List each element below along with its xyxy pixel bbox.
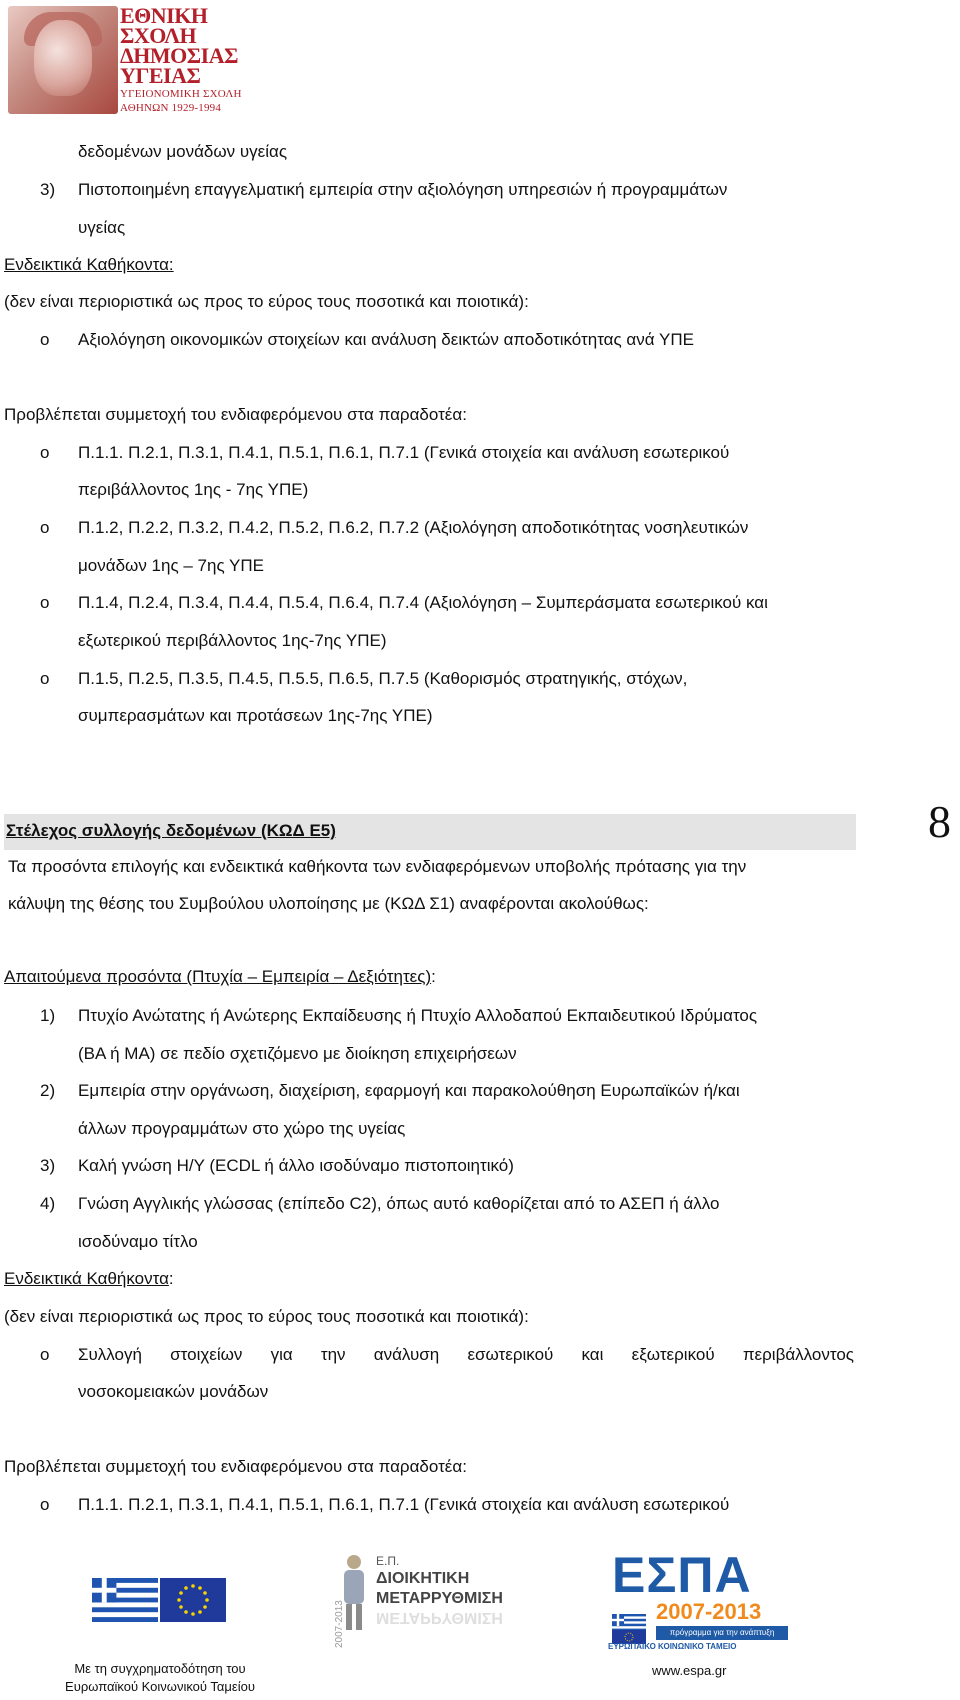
greek-flag-icon xyxy=(92,1578,158,1622)
ep-title-2: ΜΕΤΑΡΡΥΘΜΙΣΗ xyxy=(376,1590,503,1607)
bullet-icon: o xyxy=(40,1345,50,1364)
continuation-text: δεδομένων μονάδων υγείας xyxy=(78,142,288,161)
deliverable-text: Π.1.5, Π.2.5, Π.3.5, Π.4.5, Π.5.5, Π.6.5, Π.7.5 (Καθορισμός στρατηγικής, στόχων, xyxy=(78,669,688,688)
duty-word: περιβάλλοντος xyxy=(742,1345,854,1364)
requirement-text: Πιστοποιημένη επαγγελματική εμπειρία στην αξιολόγηση υπηρεσιών ή προγραμμάτων xyxy=(78,180,728,199)
requirements-heading xyxy=(4,966,436,988)
intro-text: κάλυψη της θέσης του Συμβούλου υλοποίησης με (ΚΩΔ Σ1) αναφέρονται ακολούθως: xyxy=(8,894,649,913)
deliverable-text: Π.1.4, Π.2.4, Π.3.4, Π.4.4, Π.5.4, Π.6.4, Π.7.4 (Αξιολόγηση – Συμπεράσματα εσωτερικού και xyxy=(78,593,768,612)
requirements-heading-text: Απαιτούμενα προσόντα (Πτυχία – Εμπειρία – Δεξιότητες) xyxy=(4,967,432,986)
logo-line: ΕΘΝΙΚΗ xyxy=(120,3,208,28)
heading-colon: : xyxy=(431,967,436,986)
intro-text: Τα προσόντα επιλογής και ενδεικτικά καθήκοντα των ενδιαφερόμενων υποβολής πρότασης για την xyxy=(8,857,747,876)
bullet-icon: o xyxy=(40,669,50,688)
requirement-text: ισοδύναμο τίτλο xyxy=(78,1232,198,1251)
espa-title: ΕΣΠΑ xyxy=(612,1547,752,1603)
requirement-text: Καλή γνώση Η/Υ (ECDL ή άλλο ισοδύναμο πιστοποιητικό) xyxy=(78,1156,514,1175)
duties-heading xyxy=(4,1268,174,1290)
deliverable-text: περιβάλλοντος 1ης - 7ης ΥΠΕ) xyxy=(78,480,309,499)
requirement-text: Πτυχίο Ανώτατης ή Ανώτερης Εκπαίδευσης ή Πτυχίο Αλλοδαπού Εκπαιδευτικού Ιδρύματος xyxy=(78,1006,758,1025)
heading-colon: : xyxy=(168,1269,174,1288)
list-number: 3) xyxy=(40,180,56,199)
duties-heading-text: Ενδεικτικά Καθήκοντα xyxy=(4,1269,169,1288)
requirement-text: Εμπειρία στην οργάνωση, διαχείριση, εφαρμογή και παρακολούθηση Ευρωπαϊκών ή/και xyxy=(78,1081,740,1100)
cofunding-line-2: Ευρωπαϊκού Κοινωνικού Ταμείου xyxy=(65,1679,255,1694)
school-logo xyxy=(8,3,256,116)
school-logo-text xyxy=(120,3,256,114)
list-number: 4) xyxy=(40,1194,56,1213)
duty-word: Συλλογή xyxy=(78,1345,142,1364)
duty-word: ανάλυση xyxy=(373,1345,440,1364)
bullet-icon: o xyxy=(40,593,50,612)
page-number: 8 xyxy=(928,796,951,847)
duty-text: Αξιολόγηση οικονομικών στοιχείων και ανάλυση δεικτών αποδοτικότητας ανά ΥΠΕ xyxy=(78,330,694,349)
ep-small: Ε.Π. xyxy=(376,1554,400,1568)
administrative-reform-logo xyxy=(332,1548,512,1648)
deliverables-heading: Προβλέπεται συμμετοχή του ενδιαφερόμενου στα παραδοτέα: xyxy=(4,405,467,424)
list-number: 1) xyxy=(40,1006,56,1025)
espa-fund: ΕΥΡΩΠΑΪΚΟ ΚΟΙΝΩΝΙΚΟ ΤΑΜΕΙΟ xyxy=(608,1642,737,1651)
deliverables-heading: Προβλέπεται συμμετοχή του ενδιαφερόμενου στα παραδοτέα: xyxy=(4,1457,467,1476)
deliverable-text: Π.1.1. Π.2.1, Π.3.1, Π.4.1, Π.5.1, Π.6.1, Π.7.1 (Γενικά στοιχεία και ανάλυση εσωτερικού xyxy=(78,443,730,462)
website-link[interactable]: www.espa.gr xyxy=(652,1663,727,1678)
duties-note: (δεν είναι περιοριστικά ως προς το εύρος τους ποσοτικά και ποιοτικά): xyxy=(4,292,529,311)
deliverable-text: συμπερασμάτων και προτάσεων 1ης-7ης ΥΠΕ) xyxy=(78,706,433,725)
logo-line: ΥΓΕΙΑΣ xyxy=(120,63,201,88)
duty-word: για xyxy=(270,1345,293,1364)
duty-word: την xyxy=(320,1345,346,1364)
duty-word: στοιχείων xyxy=(170,1345,243,1364)
duty-text: νοσοκομειακών μονάδων xyxy=(78,1382,269,1401)
deliverable-text: μονάδων 1ης – 7ης ΥΠΕ xyxy=(78,556,265,575)
bullet-icon: o xyxy=(40,518,50,537)
cofunding-note xyxy=(60,1660,260,1696)
duty-word: και xyxy=(581,1345,604,1364)
bullet-icon: o xyxy=(40,330,50,349)
espa-years: 2007-2013 xyxy=(656,1599,762,1624)
ep-reflection: ΜΕΤΑΡΡΥΘΜΙΣΗ xyxy=(376,1609,503,1626)
duty-text-justified xyxy=(78,1344,854,1366)
ep-title-1: ΔΙΟΙΚΗΤΙΚΗ xyxy=(376,1570,470,1587)
duty-word: εσωτερικού xyxy=(467,1345,554,1364)
logo-line: ΔΗΜΟΣΙΑΣ xyxy=(120,43,238,68)
duties-heading: Ενδεικτικά Καθήκοντα: xyxy=(4,255,174,274)
requirement-text: υγείας xyxy=(78,218,126,237)
statue-head-image xyxy=(8,6,118,114)
eu-flag-icon xyxy=(160,1578,226,1622)
requirement-text: (BA ή MA) σε πεδίο σχετιζόμενο με διοίκηση επιχειρήσεων xyxy=(78,1044,517,1063)
bullet-icon: o xyxy=(40,443,50,462)
deliverable-text: εξωτερικού περιβάλλοντος 1ης-7ης ΥΠΕ) xyxy=(78,631,387,650)
logo-line: ΣΧΟΛΗ xyxy=(120,23,197,48)
cofunding-line-1: Με τη συγχρηματοδότηση του xyxy=(74,1661,246,1676)
espa-logo xyxy=(604,1547,790,1651)
requirement-text: Γνώση Αγγλικής γλώσσας (επίπεδο C2), όπως αυτό καθορίζεται από το ΑΣΕΠ ή άλλο xyxy=(78,1194,720,1213)
ep-years: 2007-2013 xyxy=(334,1600,345,1648)
list-number: 2) xyxy=(40,1081,56,1100)
duty-word: εξωτερικού xyxy=(631,1345,715,1364)
list-number: 3) xyxy=(40,1156,56,1175)
duties-note: (δεν είναι περιοριστικά ως προς το εύρος τους ποσοτικά και ποιοτικά): xyxy=(4,1307,529,1326)
logo-subtitle: ΥΓΕΙΟΝΟΜΙΚΗ ΣΧΟΛΗ xyxy=(120,88,242,100)
deliverable-text: Π.1.2, Π.2.2, Π.3.2, Π.4.2, Π.5.2, Π.6.2, Π.7.2 (Αξιολόγηση αποδοτικότητας νοσηλευτικών xyxy=(78,518,749,537)
bullet-icon: o xyxy=(40,1495,50,1514)
espa-tagline: πρόγραμμα για την ανάπτυξη xyxy=(656,1626,788,1640)
requirement-text: άλλων προγραμμάτων στο χώρο της υγείας xyxy=(78,1119,406,1138)
section-title: Στέλεχος συλλογής δεδομένων (ΚΩΔ Ε5) xyxy=(6,821,336,840)
deliverable-text: Π.1.1. Π.2.1, Π.3.1, Π.4.1, Π.5.1, Π.6.1, Π.7.1 (Γενικά στοιχεία και ανάλυση εσωτερικού xyxy=(78,1495,730,1514)
logo-years: ΑΘΗΝΩΝ 1929-1994 xyxy=(120,102,222,114)
